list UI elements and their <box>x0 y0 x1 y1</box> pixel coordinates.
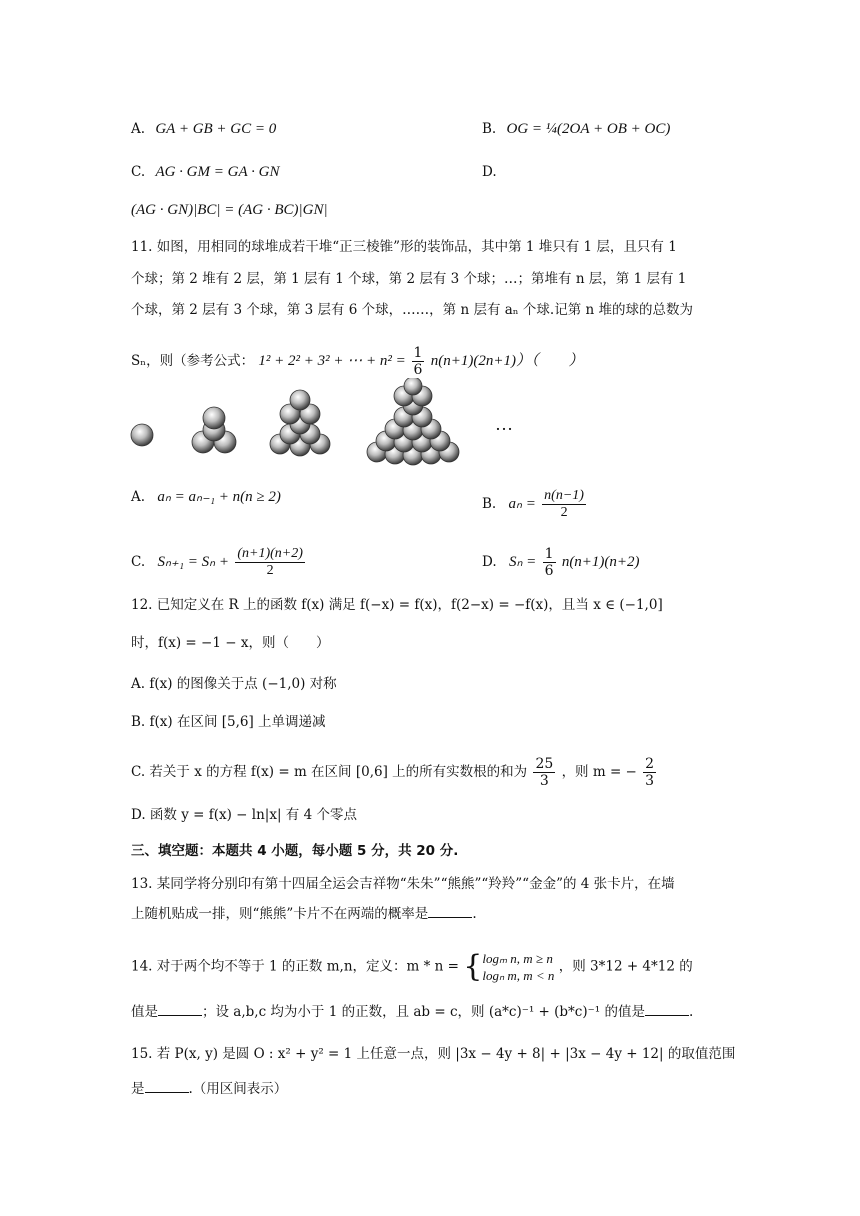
q14-answer-blank-1[interactable] <box>158 1003 202 1016</box>
q10-option-a-label: A. <box>131 121 146 137</box>
q14-line-2-start: 值是 <box>131 1004 158 1020</box>
q14-definition-text: 14. 对于两个均不等于 1 的正数 m,n，定义：m * n = <box>131 958 459 975</box>
q11-option-c-expr: Sₙ₊₁ = Sₙ + <box>157 554 230 570</box>
q10-option-c[interactable] <box>131 163 279 181</box>
q11-option-b-label: B. <box>482 496 497 512</box>
q14-cases: logₘ n, m ≥ n logₙ m, m < n <box>482 951 555 983</box>
q11-stem-line-4-pre: Sₙ，则（参考公式： <box>131 353 255 369</box>
q10-option-d-expr: (AG · GN)|BC| = (AG · BC)|GN| <box>131 202 328 218</box>
q10-option-a[interactable] <box>131 120 276 138</box>
q11-option-a[interactable] <box>131 488 281 506</box>
q14-answer-blank-2[interactable] <box>645 1003 689 1016</box>
q11-option-b[interactable] <box>482 488 588 521</box>
figure-ellipsis: … <box>495 414 513 434</box>
pyramid-4 <box>367 378 459 465</box>
q11-option-d-fraction: $\frac{1}{6}$ <box>544 546 554 579</box>
q12-option-b[interactable]: B. f(x) 在区间 [5,6] 上单调递减 <box>131 714 326 730</box>
q12-stem-line-2: 时，f(x) = −1 − x，则（ ） <box>131 635 330 651</box>
q13-line-2-text: 上随机贴成一排，则“熊熊”卡片不在两端的概率是 <box>131 906 429 922</box>
pyramid-2 <box>192 407 236 453</box>
ball-pyramids-figure <box>125 378 525 470</box>
q12-option-a[interactable]: A. f(x) 的图像关于点 (−1,0) 对称 <box>131 676 337 692</box>
q14-line-2-end: . <box>688 1004 694 1020</box>
q10-option-b-expr: OG = ¼(2OA + OB + OC) <box>506 121 671 137</box>
q12-option-c-text: C. 若关于 x 的方程 f(x) = m 在区间 [0,6] 上的所有实数根的和为 <box>131 764 528 780</box>
q11-option-d-label: D. <box>482 554 497 570</box>
q11-option-c-fraction: $\frac{(n+1)(n+2)}{2}$ <box>237 546 303 578</box>
q12-option-c-fraction-2: $\frac{2}{3}$ <box>645 756 655 789</box>
q11-formula: 1² + 2² + 3² + ⋯ + n² = <box>258 353 410 369</box>
q11-stem-line-1: 11. 如图，用相同的球堆成若干堆“正三棱锥”形的装饰品，其中第 1 堆只有 1 层，且只有 1 <box>131 239 677 255</box>
q14-question-text: ，则 3*12 + 4*12 的 <box>558 958 693 975</box>
q11-option-c[interactable] <box>131 546 307 579</box>
q14-line-2-mid: ；设 a,b,c 均为小于 1 的正数，且 ab = c，则 (a*c)⁻¹ + (b*c)⁻¹ 的值是 <box>202 1004 645 1020</box>
q14-line-1: 14. 对于两个均不等于 1 的正数 m,n，定义：m * n = { logₘ n, m ≥ n logₙ m, m < n ，则 3*12 + 4*12 的 <box>131 949 693 984</box>
q15-answer-blank[interactable] <box>145 1080 189 1093</box>
q11-option-b-expr: aₙ = <box>508 496 536 512</box>
pyramid-1 <box>131 424 153 446</box>
q11-option-a-label: A. <box>131 489 146 505</box>
q12-option-c[interactable] <box>131 756 658 789</box>
q12-option-c-fraction-1: $\frac{25}{3}$ <box>535 756 554 789</box>
q13-line-1: 13. 某同学将分别印有第十四届全运会吉祥物“朱朱”“熊熊”“羚羚”“金金”的 4 张卡片，在墙 <box>131 876 675 892</box>
q10-option-d-expr-line <box>131 201 328 219</box>
q11-formula-fraction: $\frac{1}{6}$ <box>413 345 423 378</box>
q10-option-a-expr: GA + GB + GC = 0 <box>155 121 277 137</box>
q10-option-d-label: D. <box>482 164 497 180</box>
q11-option-d[interactable] <box>482 546 640 579</box>
q15-line-1: 15. 若 P(x, y) 是圆 O : x² + y² = 1 上任意一点，则 |3x − 4y + 8| + |3x − 4y + 12| 的取值范围 <box>131 1046 736 1062</box>
q10-option-c-label: C. <box>131 164 146 180</box>
q11-option-a-expr: aₙ = aₙ₋₁ + n(n ≥ 2) <box>157 489 281 505</box>
q11-option-d-expr: Sₙ = <box>508 554 537 570</box>
pyramid-3 <box>270 390 330 456</box>
q15-line-2 <box>131 1080 287 1098</box>
q10-option-b[interactable] <box>482 120 670 138</box>
q13-line-2-end: . <box>472 906 477 922</box>
q11-stem-line-3: 个球，第 2 层有 3 个球，第 3 层有 6 个球，……，第 n 层有 aₙ 个球.记第 n 堆的球的总数为 <box>131 302 694 318</box>
q12-stem-line-1: 12. 已知定义在 R 上的函数 f(x) 满足 f(−x) = f(x)，f(2−x) = −f(x)，且当 x ∈ (−1,0] <box>131 597 663 613</box>
section-3-heading: 三、填空题：本题共 4 小题，每小题 5 分，共 20 分. <box>131 843 459 859</box>
q10-option-d[interactable] <box>482 163 497 181</box>
q13-line-2 <box>131 905 477 923</box>
q10-option-c-expr: AG · GM = GA · GN <box>155 164 280 180</box>
q12-option-d[interactable]: D. 函数 y = f(x) − ln|x| 有 4 个零点 <box>131 807 357 823</box>
q11-option-b-fraction: $\frac{n(n-1)}{2}$ <box>544 488 584 520</box>
q14-line-2 <box>131 1003 693 1021</box>
q11-option-d-tail: n(n+1)(n+2) <box>561 554 640 570</box>
q15-line-2-start: 是 <box>131 1081 145 1097</box>
q12-option-c-mid: ，则 m = − <box>561 764 637 780</box>
q15-line-2-end: .（用区间表示） <box>188 1081 288 1097</box>
q10-option-b-label: B. <box>482 121 497 137</box>
q11-formula-tail: n(n+1)(2n+1)）（ ） <box>430 353 584 369</box>
q11-option-c-label: C. <box>131 554 146 570</box>
q11-stem-line-2: 个球；第 2 堆有 2 层，第 1 层有 1 个球，第 2 层有 3 个球；…；第堆有 n 层，第 1 层有 1 <box>131 271 687 287</box>
q11-stem-line-4 <box>131 345 583 378</box>
q13-answer-blank[interactable] <box>428 905 472 918</box>
